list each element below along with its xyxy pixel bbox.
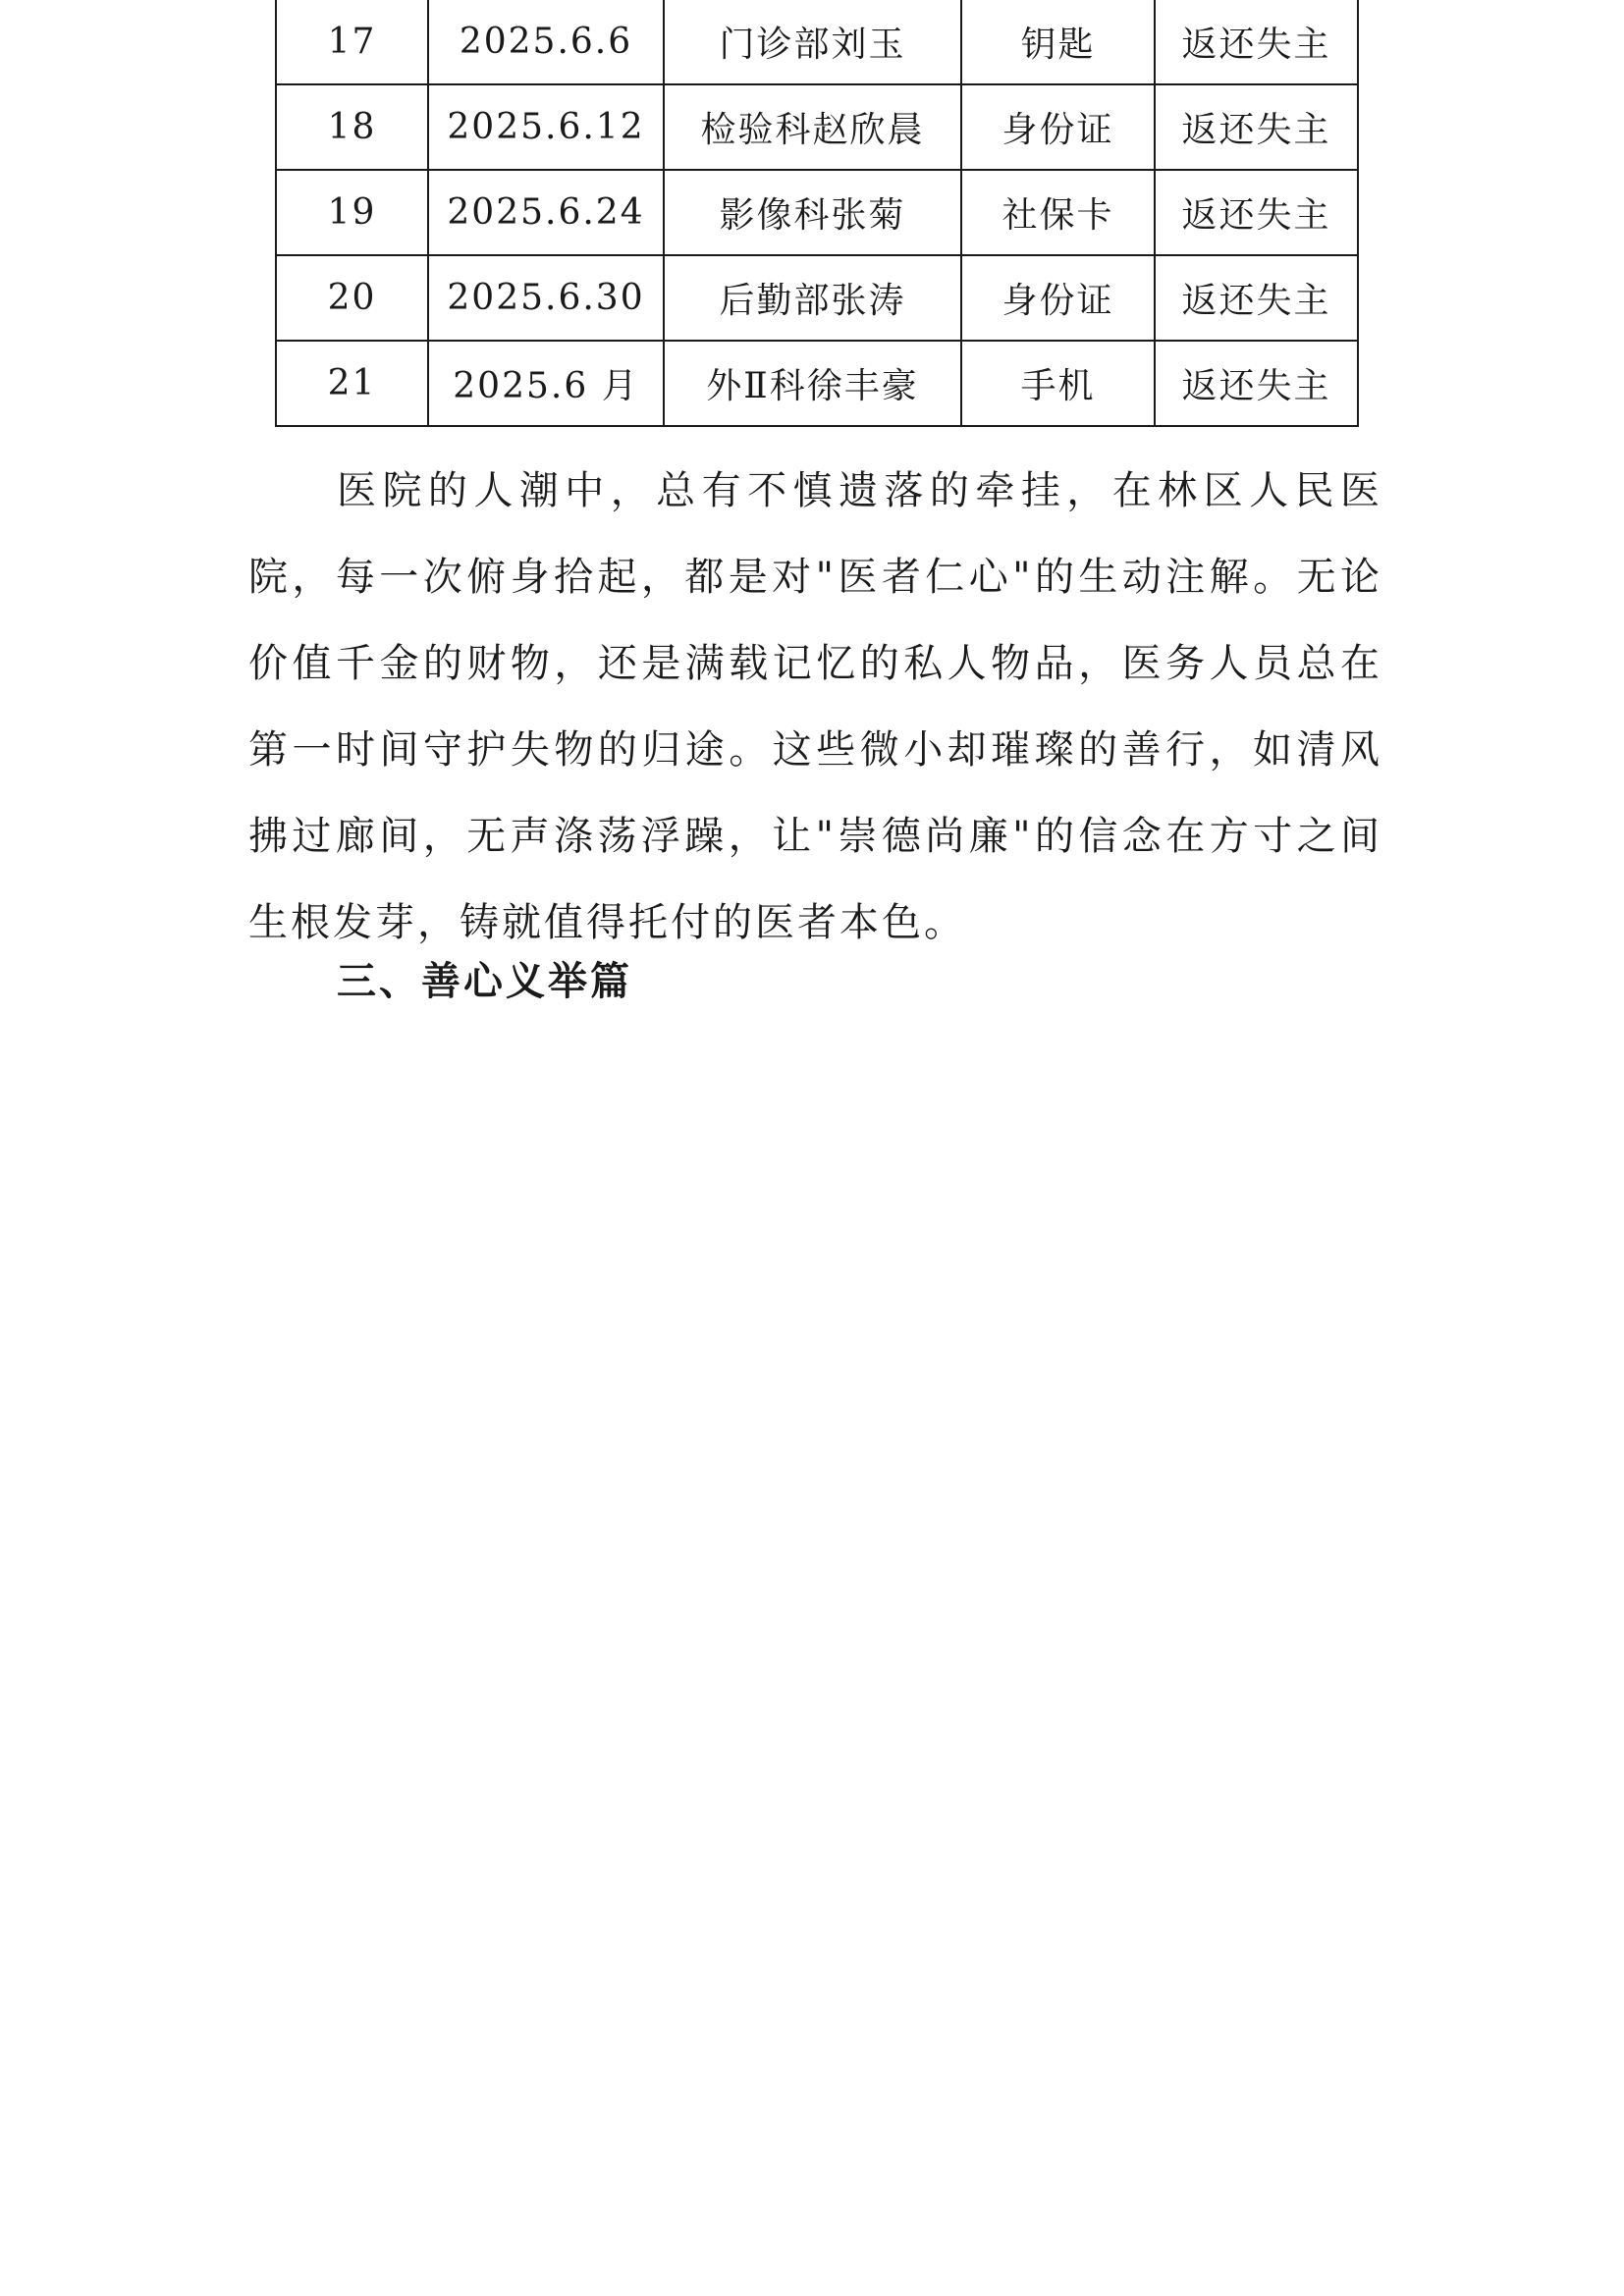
row-item: 身份证 [961,84,1155,170]
row-item: 钥匙 [961,0,1155,84]
row-person: 外Ⅱ科徐丰豪 [664,341,961,426]
section-heading: 三、善心义举篇 [337,958,632,1004]
row-person: 影像科张菊 [664,170,961,255]
row-date: 2025.6.30 [428,255,664,341]
row-item: 身份证 [961,255,1155,341]
row-date: 2025.6.6 [428,0,664,84]
table-row [276,0,1358,84]
row-date: 2025.6.12 [428,84,664,170]
row-number: 18 [276,84,428,170]
row-date: 2025.6 月 [428,341,664,426]
row-person: 检验科赵欣晨 [664,84,961,170]
row-number: 21 [276,341,428,426]
row-number: 17 [276,0,428,84]
table-row [276,341,1358,426]
lost-and-found-table [275,0,1359,427]
row-result: 返还失主 [1155,341,1358,426]
table-row [276,84,1358,170]
row-number: 19 [276,170,428,255]
body-paragraph: 医院的人潮中，总有不慎遗落的牵挂，在林区人民医院，每一次俯身拾起，都是对"医者仁心"的生动注解。无论价值千金的财物，还是满载记忆的私人物品，医务人员总在第一时间守护失物的归途。这些微小却璀璨的善行，如清风拂过廊间，无声涤荡浮躁，让"崇德尚廉"的信念在方寸之间生根发芽，铸就值得托付的医者本色。 [248,468,1382,945]
row-item: 社保卡 [961,170,1155,255]
table-row [276,255,1358,341]
row-item: 手机 [961,341,1155,426]
row-person: 后勤部张涛 [664,255,961,341]
row-result: 返还失主 [1155,170,1358,255]
table-row [276,170,1358,255]
row-date: 2025.6.24 [428,170,664,255]
row-result: 返还失主 [1155,0,1358,84]
row-person: 门诊部刘玉 [664,0,961,84]
row-result: 返还失主 [1155,255,1358,341]
row-number: 20 [276,255,428,341]
row-result: 返还失主 [1155,84,1358,170]
